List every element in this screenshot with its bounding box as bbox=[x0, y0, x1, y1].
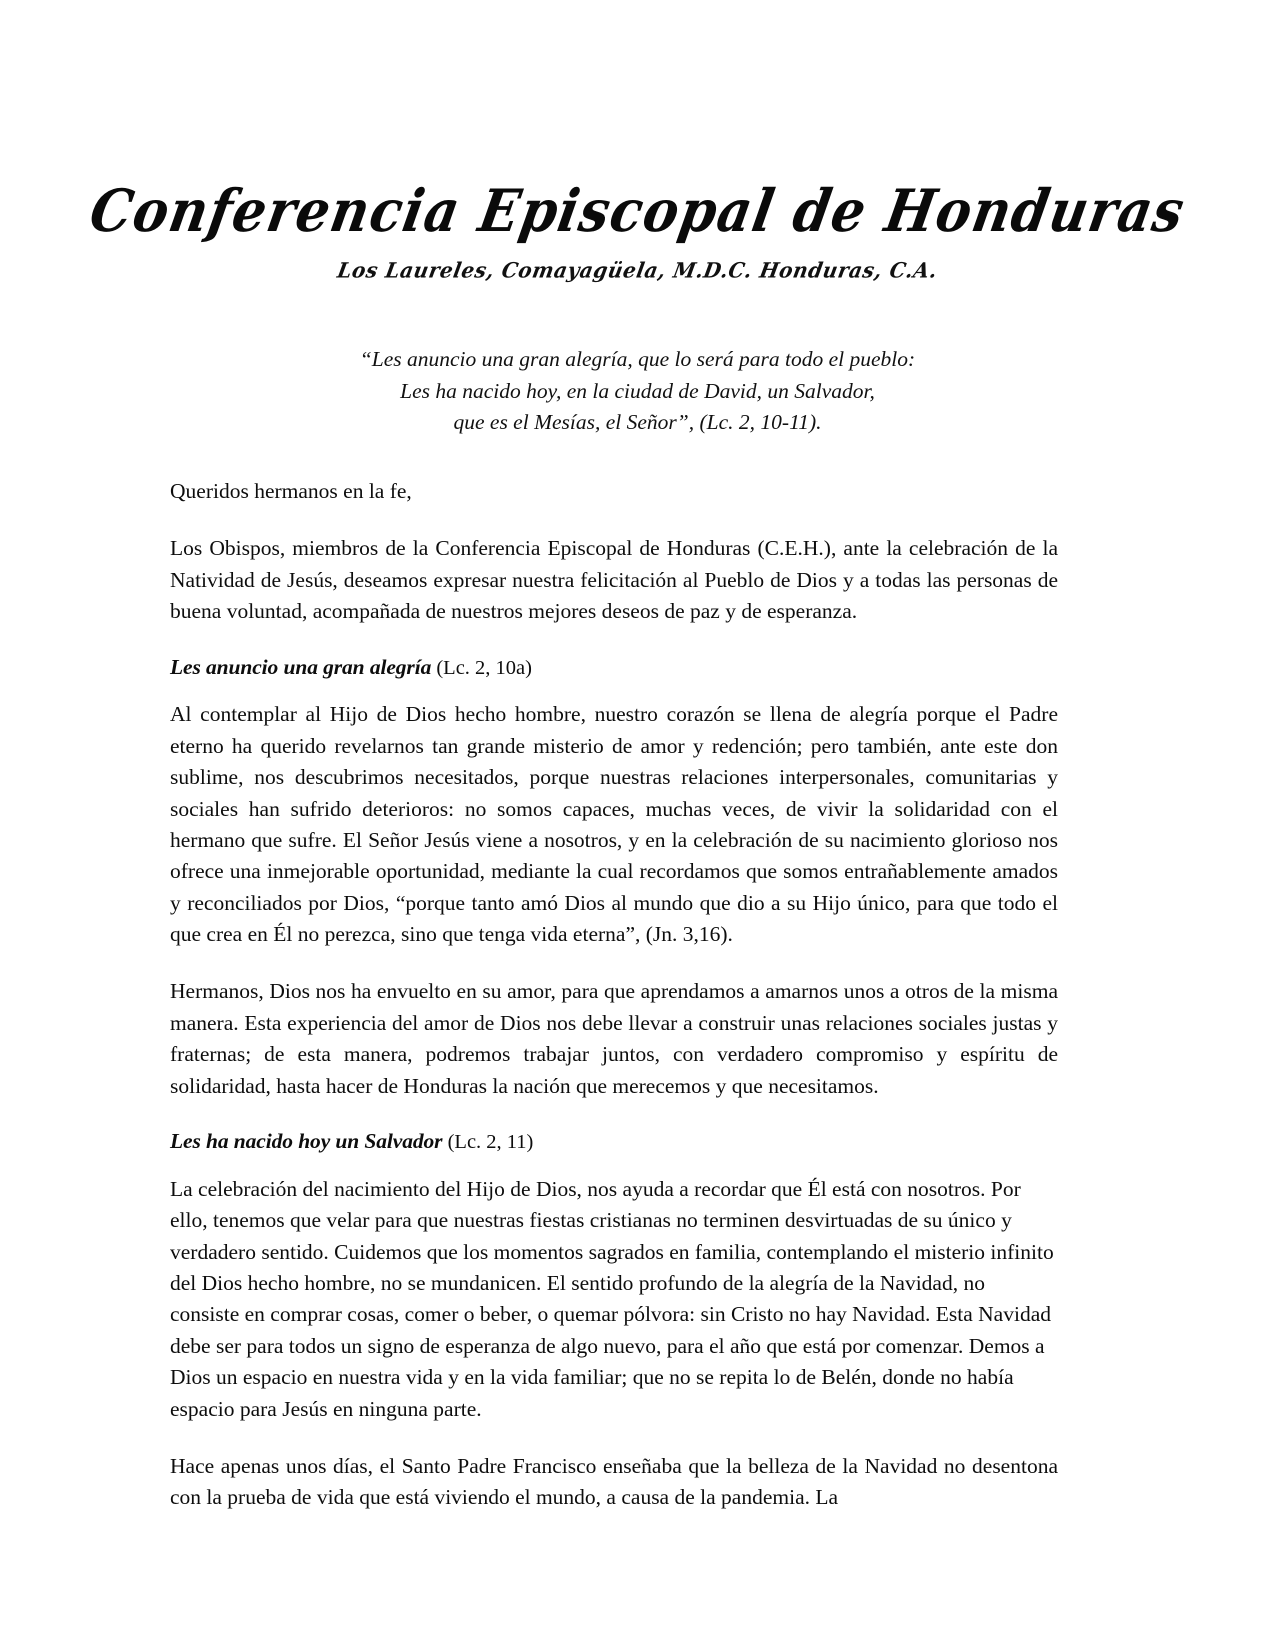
letter-body bbox=[170, 476, 1058, 1540]
section-heading-alegria-title: Les anuncio una gran alegría bbox=[170, 654, 432, 679]
letterhead-subtitle: Los Laureles, Comayagüela, M.D.C. Honduras, C.A. bbox=[335, 257, 940, 283]
paragraph-salvador-1: La celebración del nacimiento del Hijo de Dios, nos ayuda a recordar que Él está con nosotros. Por ello, tenemos que velar para que nuestras fiestas cristianas no terminen desvirtuadas de su único y verdadero sentido. Cuidemos que los momentos sagrados en familia, contemplando el misterio infinito del Dios hecho hombre, no se mundanicen. El sentido profundo de la alegría de la Navidad, no consiste en comprar cosas, comer o beber, o quemar pólvora: sin Cristo no hay Navidad. Esta Navidad debe ser para todos un signo de esperanza de algo nuevo, para el año que está por comenzar. Demos a Dios un espacio en nuestra vida y en la vida familiar; que no se repita lo de Belén, donde no había espacio para Jesús en ninguna parte. bbox=[170, 1176, 1054, 1421]
epigraph-line-3: que es el Mesías, el Señor”, (Lc. 2, 10-11). bbox=[453, 410, 822, 435]
epigraph-line-1: “Les anuncio una gran alegría, que lo será para todo el pueblo: bbox=[359, 347, 916, 371]
paragraph-salvador-2: Hace apenas unos días, el Santo Padre Francisco enseñaba que la belleza de la Navidad no desentona con la prueba de vida que está viviendo el mundo, a causa de la pandemia. La bbox=[170, 1453, 1058, 1510]
section-heading-alegria-citation: (Lc. 2, 10a) bbox=[431, 656, 532, 679]
section-heading-salvador-citation: (Lc. 2, 11) bbox=[442, 1130, 534, 1153]
paragraph-alegria-1: Al contemplar al Hijo de Dios hecho hombre, nuestro corazón se llena de alegría porque el Padre eterno ha querido revelarnos tan grande misterio de amor y redención; pero también, ante este don sublime, nos descubrimos necesitados, porque nuestras relaciones interpersonales, comunitarias y sociales han sufrido deterioros: no somos capaces, muchas veces, de vivir la solidaridad con el hermano que sufre. El Señor Jesús viene a nosotros, y en la celebración de su nacimiento glorioso nos ofrece una inmejorable oportunidad, mediante la cual recordamos que somos entrañablemente amados y reconciliados por Dios, “porque tanto amó Dios al mundo que dio a su Hijo único, para que todo el que crea en Él no perezca, sino que tenga vida eterna”, (Jn. 3,16). bbox=[170, 702, 1058, 947]
paragraph-intro: Los Obispos, miembros de la Conferencia Episcopal de Honduras (C.E.H.), ante la celebración de la Natividad de Jesús, deseamos expresar nuestra felicitación al Pueblo de Dios y a todas las personas de buena voluntad, acompañada de nuestros mejores deseos de paz y de esperanza. bbox=[170, 536, 1058, 624]
section-heading-salvador bbox=[170, 1128, 1058, 1156]
letterhead bbox=[0, 177, 1275, 283]
paragraph-alegria-2: Hermanos, Dios nos ha envuelto en su amor, para que aprendamos a amarnos unos a otros de la misma manera. Esta experiencia del amor de Dios nos debe llevar a construir unas relaciones sociales justas y fraternas; de esta manera, podremos trabajar juntos, con verdadero compromiso y espíritu de solidaridad, hasta hacer de Honduras la nación que merecemos y que necesitamos. bbox=[170, 979, 1058, 1098]
scripture-epigraph bbox=[0, 344, 1275, 439]
section-heading-salvador-title: Les ha nacido hoy un Salvador bbox=[170, 1128, 443, 1153]
letterhead-title: Conferencia Episcopal de Honduras bbox=[84, 177, 1191, 246]
salutation: Queridos hermanos en la fe, bbox=[170, 479, 412, 503]
section-heading-alegria bbox=[170, 654, 1058, 682]
epigraph-line-2: Les ha nacido hoy, en la ciudad de David, un Salvador, bbox=[400, 378, 875, 403]
